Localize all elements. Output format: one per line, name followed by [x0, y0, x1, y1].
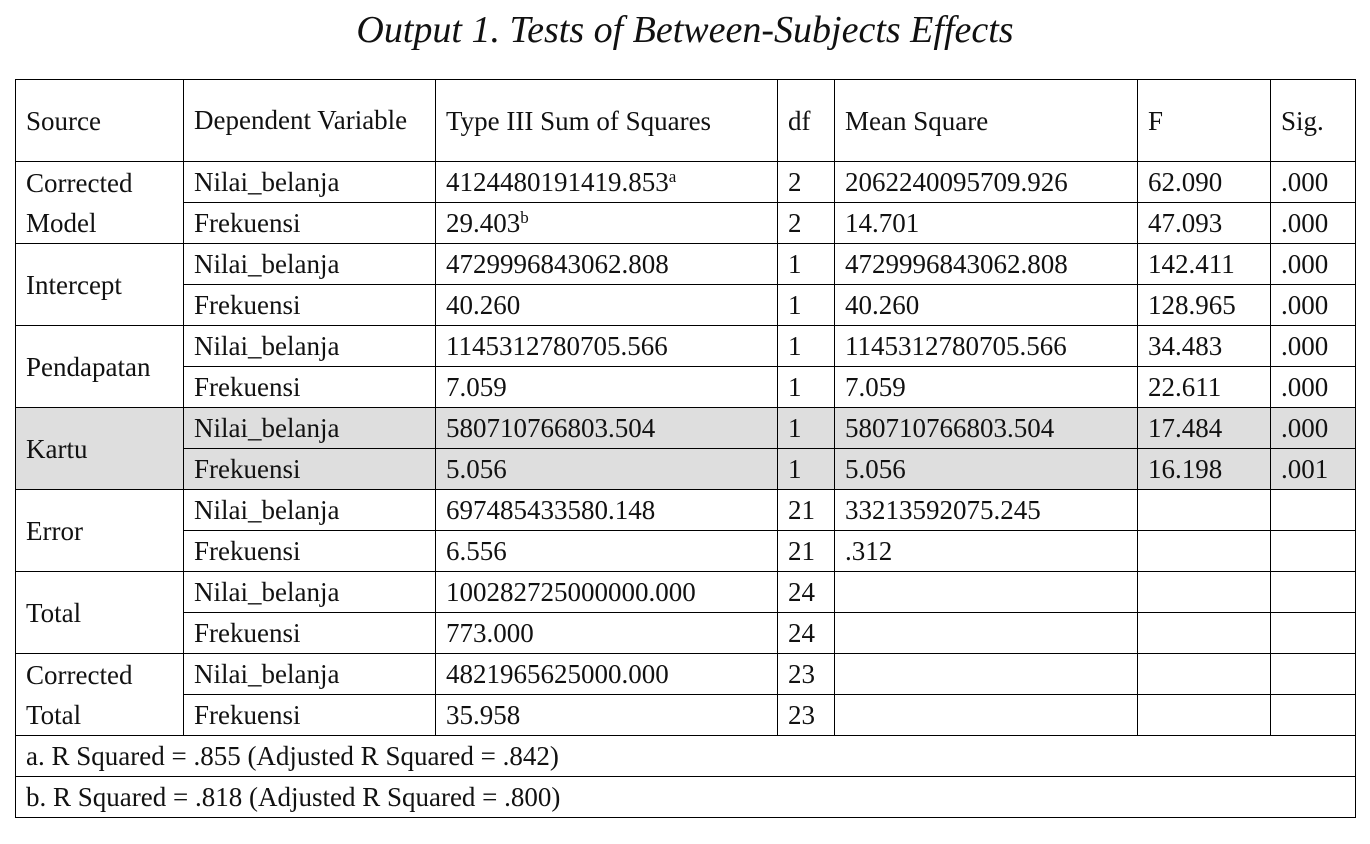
dependent-variable-cell: Nilai_belanja	[184, 490, 436, 531]
dependent-variable-cell: Nilai_belanja	[184, 654, 436, 695]
mean-square-cell	[835, 572, 1138, 613]
header-f: F	[1138, 80, 1271, 162]
df-cell: 1	[778, 449, 835, 490]
sum-of-squares-cell: 29.403$^b$	[436, 203, 778, 244]
f-cell	[1138, 613, 1271, 654]
sig-cell: .000	[1271, 162, 1356, 203]
sig-cell	[1271, 654, 1356, 695]
sum-of-squares-cell: 35.958	[436, 695, 778, 736]
mean-square-cell: 580710766803.504	[835, 408, 1138, 449]
df-cell: 24	[778, 613, 835, 654]
page-title: Output 1. Tests of Between-Subjects Effects	[356, 9, 1014, 51]
dependent-variable-cell: Frekuensi	[184, 285, 436, 326]
f-cell: 34.483	[1138, 326, 1271, 367]
sig-cell	[1271, 572, 1356, 613]
table-row-highlighted	[16, 449, 1356, 490]
mean-square-cell: 7.059	[835, 367, 1138, 408]
table-row	[16, 531, 1356, 572]
mean-square-cell	[835, 654, 1138, 695]
dependent-variable-cell: Nilai_belanja	[184, 326, 436, 367]
mean-square-cell	[835, 613, 1138, 654]
table-row	[16, 367, 1356, 408]
sum-of-squares-cell: 40.260	[436, 285, 778, 326]
mean-square-cell: 2062240095709.926	[835, 162, 1138, 203]
header-row	[16, 80, 1356, 162]
mean-square-cell: 40.260	[835, 285, 1138, 326]
footnote-a: a. R Squared = .855 (Adjusted R Squared = .842)	[16, 736, 1356, 777]
mean-square-cell: 1145312780705.566	[835, 326, 1138, 367]
df-cell: 23	[778, 695, 835, 736]
table-row	[16, 285, 1356, 326]
header-sum-of-squares: Type III Sum of Squares	[436, 80, 778, 162]
dependent-variable-cell: Frekuensi	[184, 695, 436, 736]
dependent-variable-cell: Frekuensi	[184, 449, 436, 490]
table-row-highlighted	[16, 408, 1356, 449]
f-cell	[1138, 572, 1271, 613]
sig-cell	[1271, 613, 1356, 654]
footnote-row	[16, 736, 1356, 777]
source-cell: Total	[16, 572, 184, 654]
source-cell: Intercept	[16, 244, 184, 326]
mean-square-cell: 14.701	[835, 203, 1138, 244]
sig-cell	[1271, 531, 1356, 572]
dependent-variable-cell: Frekuensi	[184, 531, 436, 572]
table-row	[16, 162, 1356, 203]
footnote-marker-a: a	[668, 167, 677, 186]
table-row	[16, 326, 1356, 367]
mean-square-cell	[835, 695, 1138, 736]
sum-of-squares-cell: 100282725000000.000	[436, 572, 778, 613]
table-row	[16, 490, 1356, 531]
source-cell: Corrected Model	[16, 162, 184, 244]
sig-cell: .000	[1271, 367, 1356, 408]
sig-cell	[1271, 695, 1356, 736]
sum-of-squares-cell: 4124480191419.853$^a$	[436, 162, 778, 203]
sig-cell: .000	[1271, 285, 1356, 326]
f-cell	[1138, 490, 1271, 531]
dependent-variable-cell: Nilai_belanja	[184, 408, 436, 449]
sig-cell	[1271, 490, 1356, 531]
f-cell: 22.611	[1138, 367, 1271, 408]
f-cell	[1138, 695, 1271, 736]
header-source: Source	[16, 80, 184, 162]
f-cell: 17.484	[1138, 408, 1271, 449]
sum-of-squares-cell: 773.000	[436, 613, 778, 654]
between-subjects-effects-table	[15, 79, 1356, 818]
sum-of-squares-cell: 1145312780705.566	[436, 326, 778, 367]
footnote-row	[16, 777, 1356, 818]
source-cell: Error	[16, 490, 184, 572]
df-cell: 21	[778, 531, 835, 572]
mean-square-cell: 33213592075.245	[835, 490, 1138, 531]
df-cell: 2	[778, 162, 835, 203]
dependent-variable-cell: Nilai_belanja	[184, 572, 436, 613]
table-row	[16, 572, 1356, 613]
footnote-b: b. R Squared = .818 (Adjusted R Squared = .800)	[16, 777, 1356, 818]
sum-of-squares-cell: 580710766803.504	[436, 408, 778, 449]
header-sig: Sig.	[1271, 80, 1356, 162]
table-row	[16, 244, 1356, 285]
dependent-variable-cell: Frekuensi	[184, 613, 436, 654]
sig-cell: .000	[1271, 203, 1356, 244]
sum-of-squares-cell: 5.056	[436, 449, 778, 490]
f-cell: 128.965	[1138, 285, 1271, 326]
df-cell: 23	[778, 654, 835, 695]
mean-square-cell: 5.056	[835, 449, 1138, 490]
df-cell: 1	[778, 367, 835, 408]
sum-of-squares-cell: 697485433580.148	[436, 490, 778, 531]
source-cell: Kartu	[16, 408, 184, 490]
dependent-variable-cell: Nilai_belanja	[184, 244, 436, 285]
header-df: df	[778, 80, 835, 162]
f-cell	[1138, 654, 1271, 695]
footnote-marker-b: b	[520, 208, 529, 227]
table-row	[16, 695, 1356, 736]
df-cell: 2	[778, 203, 835, 244]
source-cell: Pendapatan	[16, 326, 184, 408]
table-row	[16, 203, 1356, 244]
dependent-variable-cell: Frekuensi	[184, 203, 436, 244]
f-cell	[1138, 531, 1271, 572]
source-cell: Corrected Total	[16, 654, 184, 736]
f-cell: 16.198	[1138, 449, 1271, 490]
sig-cell: .000	[1271, 408, 1356, 449]
header-mean-square: Mean Square	[835, 80, 1138, 162]
sum-of-squares-cell: 7.059	[436, 367, 778, 408]
df-cell: 1	[778, 408, 835, 449]
f-cell: 62.090	[1138, 162, 1271, 203]
table-row	[16, 654, 1356, 695]
f-cell: 47.093	[1138, 203, 1271, 244]
table-row	[16, 613, 1356, 654]
sig-cell: .000	[1271, 244, 1356, 285]
df-cell: 21	[778, 490, 835, 531]
mean-square-cell: 4729996843062.808	[835, 244, 1138, 285]
sum-of-squares-cell: 4729996843062.808	[436, 244, 778, 285]
sig-cell: .000	[1271, 326, 1356, 367]
header-dependent-variable: Dependent Variable	[184, 80, 436, 162]
sig-cell: .001	[1271, 449, 1356, 490]
df-cell: 1	[778, 244, 835, 285]
df-cell: 1	[778, 285, 835, 326]
mean-square-cell: .312	[835, 531, 1138, 572]
dependent-variable-cell: Nilai_belanja	[184, 162, 436, 203]
f-cell: 142.411	[1138, 244, 1271, 285]
sum-of-squares-cell: 6.556	[436, 531, 778, 572]
dependent-variable-cell: Frekuensi	[184, 367, 436, 408]
df-cell: 24	[778, 572, 835, 613]
df-cell: 1	[778, 326, 835, 367]
sum-of-squares-cell: 4821965625000.000	[436, 654, 778, 695]
